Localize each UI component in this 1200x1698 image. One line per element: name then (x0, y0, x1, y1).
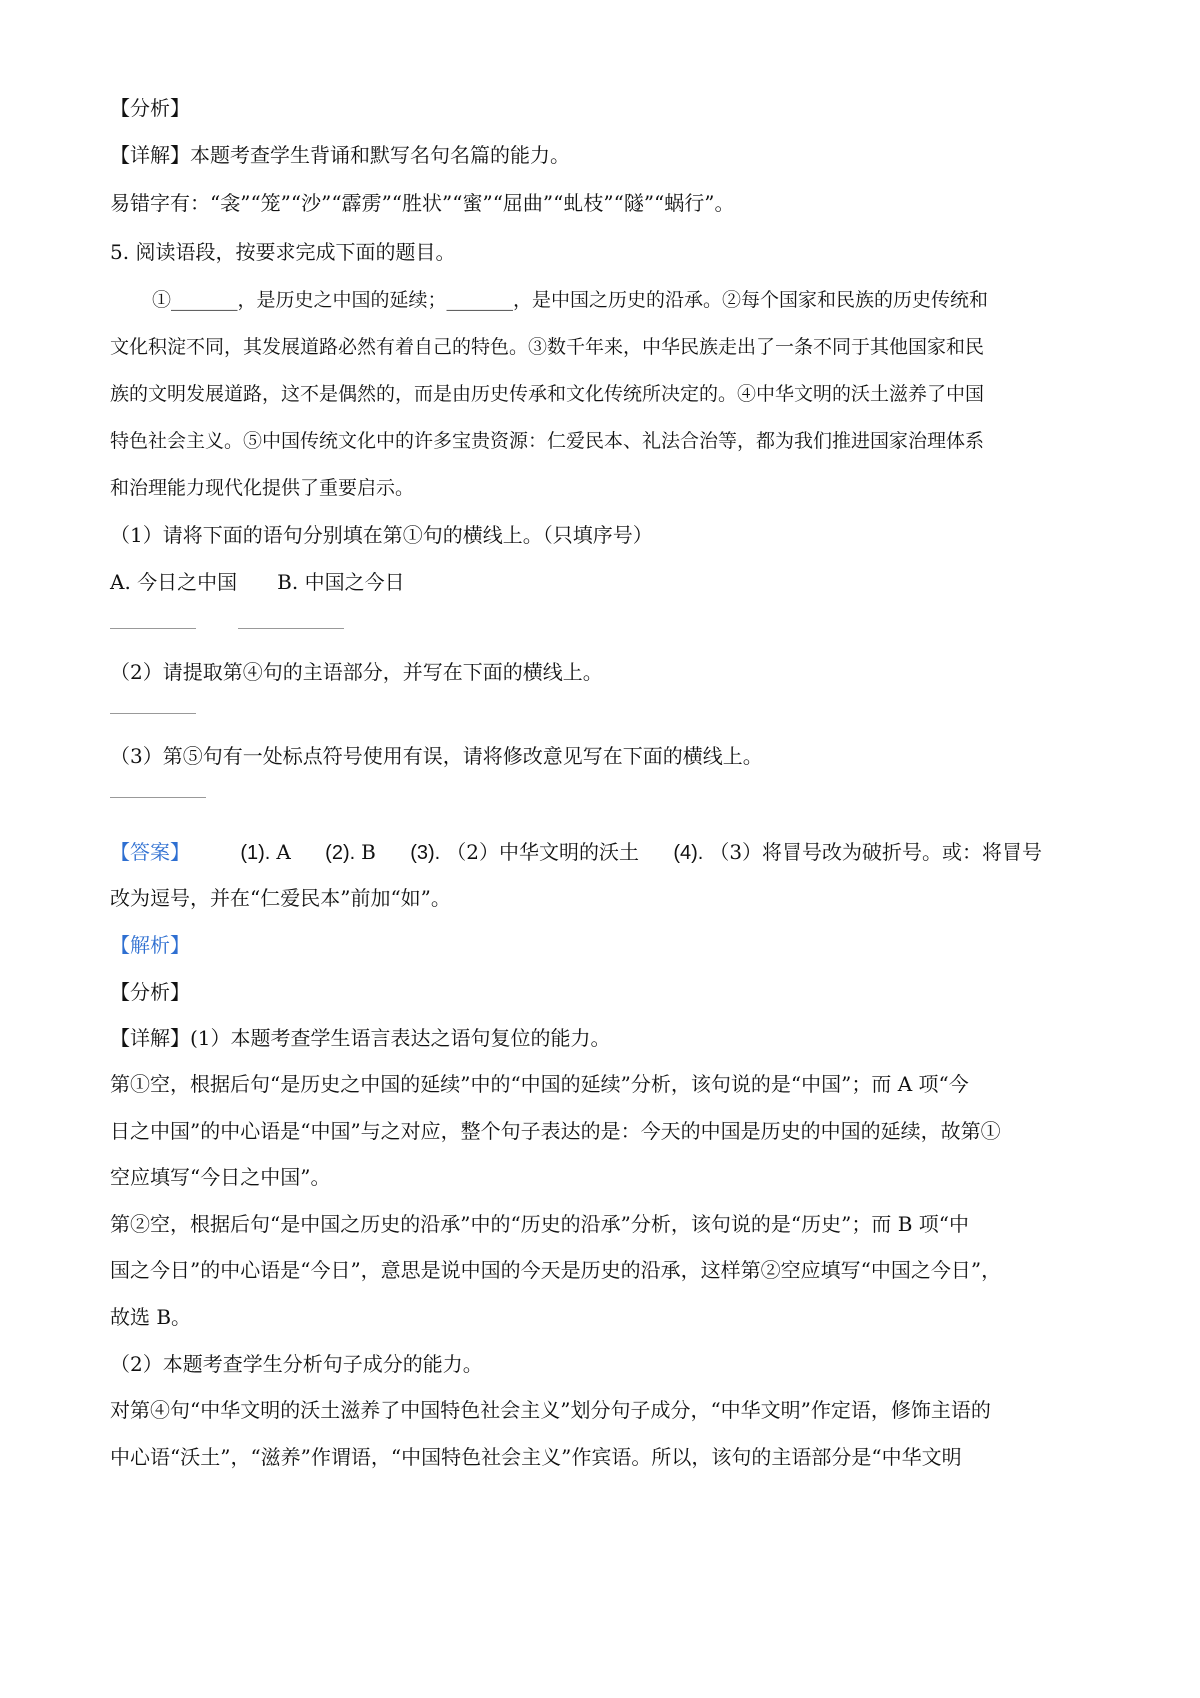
answer-part-4: (4). （3）将冒号改为破折号。或：将冒号 (673, 840, 1043, 864)
explanation-line-3: 日之中国”的中心语是“中国”与之对应，整个句子表达的是：今天的中国是历史的中国的延续，故第① (110, 1119, 1001, 1143)
detail-line: 【详解】本题考查学生背诵和默写名句名篇的能力。 (110, 143, 570, 167)
passage-line-1: ①_______，是历史之中国的延续；_______，是中国之历史的沿承。②每个国家和民族的历史传统和 (152, 289, 989, 311)
answer-continuation: 改为逗号，并在“仁爱民本”前加“如”。 (110, 886, 451, 910)
answer-part-1: (1). A (240, 840, 291, 864)
sub-question-3: （3）第⑤句有一处标点符号使用有误，请将修改意见写在下面的横线上。 (110, 744, 763, 768)
explanation-line-5: 第②空，根据后句“是中国之历史的沿承”中的“历史的沿承”分析，该句说的是“历史”；而 B 项“中 (110, 1212, 969, 1236)
answer-tag: 【答案】 (110, 840, 190, 864)
sub-question-1: （1）请将下面的语句分别填在第①句的横线上。（只填序号） (110, 523, 653, 547)
answer-blank-3[interactable] (110, 797, 206, 798)
explanation-line-7: 故选 B。 (110, 1305, 192, 1329)
question-5-stem: 5. 阅读语段，按要求完成下面的题目。 (110, 240, 456, 264)
typo-line: 易错字有：“衾”“笼”“沙”“霹雳”“胜状”“蜜”“屈曲”“虬枝”“隧”“蜗行”。 (110, 191, 735, 215)
answer-line (110, 838, 1100, 867)
explanation-line-9: 对第④句“中华文明的沃土滋养了中国特色社会主义”划分句子成分，“中华文明”作定语，修饰主语的 (110, 1398, 991, 1422)
answer-blank-1a[interactable] (110, 628, 196, 629)
answer-blank-2[interactable] (110, 713, 196, 714)
options-line: A. 今日之中国 B. 中国之今日 (110, 570, 405, 594)
passage-line-3: 族的文明发展道路，这不是偶然的，而是由历史传承和文化传统所决定的。④中华文明的沃土滋养了中国 (110, 383, 985, 405)
passage-line-4: 特色社会主义。⑤中国传统文化中的许多宝贵资源：仁爱民本、礼法合治等，都为我们推进国家治理体系 (110, 430, 985, 452)
explanation-tag: 【解析】 (110, 933, 190, 957)
answer-blank-1b[interactable] (238, 628, 344, 629)
explanation-line-2: 第①空，根据后句“是历史之中国的延续”中的“中国的延续”分析，该句说的是“中国”；而 A 项“今 (110, 1072, 969, 1096)
explanation-line-6: 国之今日”的中心语是“今日”，意思是说中国的今天是历史的沿承，这样第②空应填写“中国之今日”， (110, 1258, 1002, 1282)
analysis-heading: 【分析】 (110, 96, 190, 120)
explanation-line-10: 中心语“沃土”，“滋养”作谓语，“中国特色社会主义”作宾语。所以，该句的主语部分是“中华文明 (110, 1445, 962, 1469)
explanation-line-1: 【详解】(1）本题考查学生语言表达之语句复位的能力。 (110, 1026, 611, 1050)
explanation-line-8: （2）本题考查学生分析句子成分的能力。 (110, 1352, 483, 1376)
passage-line-5: 和治理能力现代化提供了重要启示。 (110, 477, 415, 499)
answer-part-3: (3). （2）中华文明的沃土 (410, 840, 639, 864)
answer-part-2: (2). B (325, 840, 376, 864)
sub-question-2: （2）请提取第④句的主语部分，并写在下面的横线上。 (110, 660, 603, 684)
passage-line-2: 文化积淀不同，其发展道路必然有着自己的特色。③数千年来，中华民族走出了一条不同于其他国家和民 (110, 336, 985, 358)
explanation-line-4: 空应填写“今日之中国”。 (110, 1165, 331, 1189)
explanation-analysis-heading: 【分析】 (110, 980, 190, 1004)
